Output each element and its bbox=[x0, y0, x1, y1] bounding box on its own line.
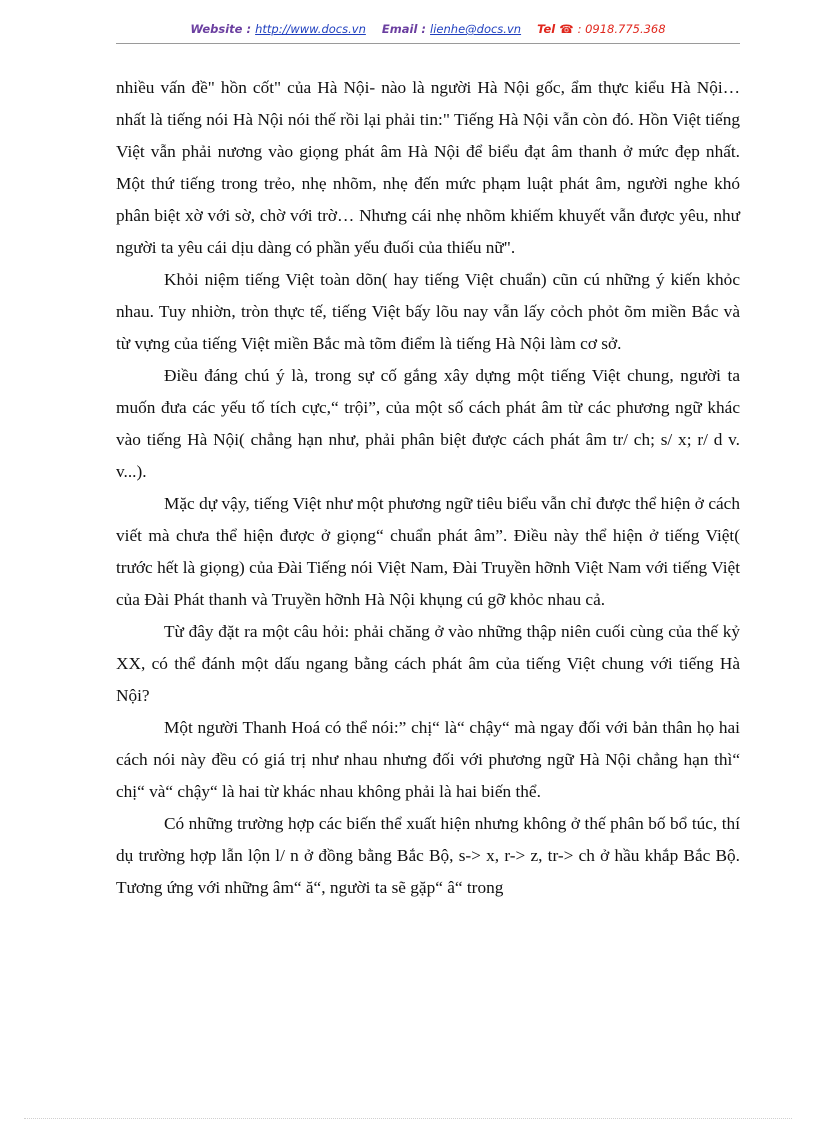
header-divider bbox=[116, 43, 740, 44]
tel-label: Tel bbox=[537, 22, 556, 36]
phone-icon: ☎ bbox=[559, 22, 574, 36]
document-body bbox=[116, 72, 740, 904]
footer-divider bbox=[24, 1118, 792, 1119]
page-header bbox=[116, 22, 740, 44]
email-link[interactable]: lienhe@docs.vn bbox=[430, 22, 522, 36]
paragraph: Có những trường hợp các biến thể xuất hiện nhưng không ở thế phân bố bổ túc, thí dụ trường hợp lẫn lộn l/ n ở đồng bằng Bắc Bộ, s-> x, r-> z, tr-> ch ở hầu khắp Bắc Bộ. Tương ứng với những âm“ ă“, người ta sẽ gặp“ â“ trong bbox=[116, 814, 740, 897]
email-label: Email bbox=[381, 22, 418, 36]
paragraph: nhiều vấn đề" hồn cốt" của Hà Nội- nào là người Hà Nội gốc, ẩm thực kiểu Hà Nội… nhất là tiếng nói Hà Nội nói thế rồi lại phải tin:" Tiếng Hà Nội vẫn còn đó. Hồn Việt tiếng Việt vẫn phải nương vào giọng phát âm Hà Nội để biểu đạt âm thanh ở mức đẹp nhất. Một thứ tiếng trong trẻo, nhẹ nhõm, nhẹ đến mức phạm luật phát âm, người nghe khó phân biệt xờ với sờ, chờ với trờ… Nhưng cái nhẹ nhõm khiếm khuyết vẫn được yêu, như người ta yêu cái dịu dàng có phần yếu đuối của thiếu nữ". bbox=[116, 78, 740, 257]
tel-value: : 0918.775.368 bbox=[577, 22, 666, 36]
website-label: Website : bbox=[190, 22, 252, 36]
paragraph: Một người Thanh Hoá có thể nói:” chị“ là“ chậy“ mà ngay đối với bản thân họ hai cách nói này đều có giá trị như nhau nhưng đối với phương ngữ Hà Nội chẳng hạn thì“ chị“ và“ chậy“ là hai từ khác nhau không phải là hai biến thể. bbox=[116, 718, 740, 801]
paragraph: Điều đáng chú ý là, trong sự cố gắng xây dựng một tiếng Việt chung, người ta muốn đưa các yếu tố tích cực,“ trội”, của một số cách phát âm từ các phương ngữ khác vào tiếng Hà Nội( chẳng hạn như, phải phân biệt được cách phát âm tr/ ch; s/ x; r/ d v. v...). bbox=[116, 366, 740, 481]
email-colon: : bbox=[421, 22, 427, 36]
paragraph: Mặc dự vậy, tiếng Việt như một phương ngữ tiêu biểu vẫn chỉ được thể hiện ở cách viết mà chưa thể hiện được ở giọng“ chuẩn phát âm”. Điều này thể hiện ở tiếng Việt( trước hết là giọng) của Đài Tiếng nói Việt Nam, Đài Truyền hỡnh Việt Nam với tiếng Việt của Đài Phát thanh và Truyền hỡnh Hà Nội khụng cú gỡ khỏc nhau cả. bbox=[116, 494, 740, 609]
paragraph: Từ đây đặt ra một câu hỏi: phải chăng ở vào những thập niên cuối cùng của thế kỷ XX, có thể đánh một dấu ngang bằng cách phát âm của tiếng Việt chung với tiếng Hà Nội? bbox=[116, 622, 740, 705]
paragraph: Khỏi niệm tiếng Việt toàn dõn( hay tiếng Việt chuẩn) cũn cú những ý kiến khỏc nhau. Tuy nhiờn, tròn thực tế, tiếng Việt bấy lõu nay vẫn lấy cỏch phỏt õm miền Bắc và từ vựng của tiếng Việt miền Bắc mà tõm điểm là tiếng Hà Nội làm cơ sở. bbox=[116, 270, 740, 353]
website-link[interactable]: http://www.docs.vn bbox=[255, 22, 366, 36]
